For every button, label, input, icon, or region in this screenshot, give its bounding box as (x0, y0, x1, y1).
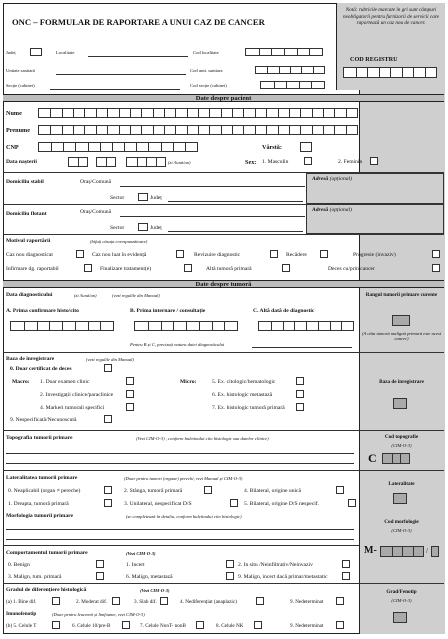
diagnostic-format-hint: (zi /lună/an) (74, 293, 97, 298)
motiv-checkbox[interactable] (76, 250, 84, 258)
motiv-item: Finalizare tratament(e) (100, 266, 152, 272)
macro-label: Macro: (12, 379, 30, 385)
motiv-item: Caz nou diagnosticat (6, 252, 53, 258)
birth-day-field[interactable] (68, 157, 88, 167)
judet-flotant-line[interactable] (168, 231, 303, 232)
gradul-checkbox[interactable] (256, 597, 264, 605)
imuno-item: 9. Nedeterminat (290, 623, 324, 629)
sex-masculin-label: 1. Masculin (262, 159, 289, 165)
lateralitate-item: 3. Unilateral, nespecificat D/S (124, 501, 192, 507)
adresa-flotant-text: Adresă (312, 207, 329, 213)
nume-field[interactable] (38, 108, 358, 118)
cod-morfologie-field[interactable] (380, 546, 424, 557)
judet-field[interactable] (30, 48, 42, 56)
sector-flotant-field[interactable] (138, 223, 148, 231)
oras-flotant-line[interactable] (120, 216, 305, 217)
oras-flotant-label: Oraș/Comună (80, 209, 112, 215)
rang-title: Rangul tumorii primare curente (365, 292, 438, 298)
baza-checkbox[interactable] (126, 377, 134, 385)
imuno-item: 6. Celule 10/pre-B (72, 623, 111, 629)
imuno-checkbox[interactable] (254, 621, 262, 629)
lateralitate-item: 2. Stânga, tumoră primară (124, 488, 183, 494)
unitate-label: Unitate sanitară (6, 68, 35, 73)
cod-unit-label: Cod unit. sanitara (190, 68, 223, 73)
comportament-checkbox[interactable] (342, 572, 350, 580)
grad-fenotip-field[interactable] (393, 612, 407, 623)
comportament-item: 3. Malign, tum. primară (8, 574, 62, 580)
diag-c-label: C. Altă dată de diagnostic (253, 308, 315, 314)
gradul-item: 4. Nediferențiat (anaplazic) (180, 599, 237, 605)
diag-note: Pentru B și C, precizați natura datei diagnosticului (130, 342, 225, 347)
imuno-label: Imunofenotip (6, 611, 37, 617)
sex-feminin-label: 2. Feminin (338, 159, 363, 165)
lateralitate-checkbox[interactable] (336, 486, 344, 494)
morfologia-line-1[interactable] (6, 529, 354, 530)
adresa-stabil-label (312, 177, 352, 183)
motiv-checkbox[interactable] (282, 264, 290, 272)
domiciliu-stabil-label: Domiciliu stabil (6, 179, 44, 185)
grad-fenotip-hint: (CIM-O-3) (391, 598, 412, 603)
motiv-item: Progresie (invaziv) (353, 252, 396, 258)
motiv-item: Infirmare dg. raportabil (6, 266, 59, 272)
adresa-stabil-text: Adresă (312, 176, 329, 182)
localitate-line[interactable] (88, 56, 188, 57)
motiv-item: Altă tumoră primară (206, 266, 252, 272)
comportament-item: 2. In situ /Neinfiltrativ/Neinvaziv (238, 562, 313, 568)
baza-o-checkbox[interactable] (104, 364, 112, 372)
oras-stabil-line[interactable] (120, 186, 305, 187)
baza-item: 6. Ex. histologic metastază (212, 392, 273, 398)
motiv-item: Caz nou luat în evidență (92, 252, 147, 258)
diag-a-label: A. Prima confirmare histo/cito (6, 308, 79, 314)
diagnostic-rule-hint: (vezi regulile din Manual) (112, 293, 160, 298)
sex-label: Sex: (245, 159, 257, 166)
baza-item: 5. Ex. citologic/hematologic (212, 379, 276, 385)
baza-nine-label: 9. Nespecificată/Necunoscută (10, 417, 77, 423)
sectie-line[interactable] (50, 89, 180, 90)
topografia-label: Topografia tumorii primare (6, 435, 73, 441)
sex-feminin-checkbox[interactable] (370, 157, 378, 165)
morfologia-hint: (se completează în detaliu, conform buletinului cito histologic) (126, 514, 242, 519)
sector-flotant-label: Sector (110, 225, 125, 231)
motiv-checkbox[interactable] (184, 264, 192, 272)
baza-hint: (vezi regulile din Manual) (86, 357, 134, 362)
cod-topografie-title: Cod topografie (384, 434, 419, 440)
baza-checkbox[interactable] (126, 390, 134, 398)
cod-localitate-label: Cod localitate (193, 50, 219, 55)
sector-stabil-label: Sector (110, 195, 125, 201)
cod-localitate-field[interactable] (245, 48, 323, 56)
topografia-line-2[interactable] (6, 463, 354, 464)
morfologia-line-2[interactable] (6, 539, 354, 540)
lateralitate-hint: (Doar pentru tumori (organe) perechi, vezi Manual și CIM-O-3) (124, 476, 243, 481)
motiv-checkbox[interactable] (432, 264, 440, 272)
varsta-label: Vârstă: (262, 144, 282, 151)
imuno-hint: (Doar pentru leucemii și limfoame, vezi CIM-O-3) (52, 612, 145, 617)
adresa-flotant-optional: (opțional) (329, 207, 352, 213)
birth-month-field[interactable] (96, 157, 116, 167)
comportament-item: 1. Incert (126, 562, 145, 568)
section-tumora: Date despre tumoră (3, 280, 444, 288)
baza-item: 4. Markeri tumorali specifici (40, 405, 105, 411)
topografia-hint: (Vezi CIM-O-3) , conform buletinului cito histologic sau datelor clinice) (136, 436, 269, 441)
grad-fenotip-title: Grad/Fenotip (386, 589, 417, 595)
baza-checkbox[interactable] (296, 390, 304, 398)
gradul-checkbox[interactable] (112, 597, 120, 605)
lateralitate-side-title: Lateralitate (388, 481, 415, 487)
lateralitate-checkbox[interactable] (104, 499, 112, 507)
lateralitate-item: 4. Bilateral, origine unică (244, 488, 302, 494)
imuno-checkbox[interactable] (52, 621, 60, 629)
varsta-field[interactable] (300, 142, 312, 152)
lateralitate-checkbox[interactable] (204, 486, 212, 494)
baza-checkbox[interactable] (296, 377, 304, 385)
judet-stabil-line[interactable] (168, 201, 303, 202)
data-diagnosticului-label: Data diagnosticului (6, 292, 53, 298)
baza-item: 1. Doar examen clinic (40, 379, 90, 385)
imuno-checkbox[interactable] (336, 621, 344, 629)
comportament-checkbox[interactable] (96, 560, 104, 568)
lateralitate-checkbox[interactable] (104, 486, 112, 494)
baza-side-field[interactable] (393, 398, 407, 409)
micro-label: Micro: (180, 379, 197, 385)
comportament-item: 0. Benign (8, 562, 30, 568)
topografia-line-1[interactable] (6, 453, 354, 454)
sector-stabil-field[interactable] (138, 193, 148, 201)
section-pacient: Date despre pacient (3, 94, 444, 102)
gradul-checkbox[interactable] (336, 597, 344, 605)
prenume-field[interactable] (38, 125, 358, 135)
motiv-checkbox[interactable] (270, 250, 278, 258)
lateralitate-item: 1. Dreapta, tumoră primară (8, 501, 69, 507)
divider (3, 234, 444, 235)
cnp-field[interactable] (38, 142, 198, 152)
lateralitate-checkbox[interactable] (230, 499, 238, 507)
form-title: ONC – FORMULAR DE RAPORTARE A UNUI CAZ DE CANCER (12, 17, 265, 27)
lateralitate-item: 5. Bilateral, origine D/S nespecif. (244, 501, 320, 507)
comportament-item: 9. Malign, incert dacă primar/metastatic (238, 574, 328, 580)
imuno-item: (b) 5. Celule T (6, 623, 37, 629)
cod-registru-label: COD REGISTRU (350, 56, 398, 63)
lateralitate-item: 0. Neaplicabil (organ ≠ pereche) (8, 488, 81, 494)
baza-o-label: 0. Doar certificat de deces (10, 366, 72, 372)
cod-topografie-field[interactable] (382, 453, 410, 464)
data-nasterii-label: Data nașterii (6, 159, 37, 165)
comportament-checkbox[interactable] (226, 560, 234, 568)
diag-note-line[interactable] (252, 347, 352, 348)
motiv-label: Motivul raportării (6, 238, 51, 244)
imuno-checkbox[interactable] (122, 621, 130, 629)
gradul-item: 9. Nedeterminat (290, 599, 324, 605)
cnp-label: CNP (6, 144, 19, 151)
motiv-item: Revizuire diagnostic (194, 252, 241, 258)
diag-a-date-field[interactable] (10, 321, 114, 331)
diag-c-date-field[interactable] (258, 321, 354, 331)
header-note: Notă: rubricile marcate în gri sunt câmpuri neobligatorii pentru furnizorii de servicii care raportează un caz nou de cancer. (343, 7, 439, 26)
birth-format-hint: (zi /lună/an) (168, 160, 191, 165)
comportament-hint: (Vezi CIM-O-3) (126, 551, 156, 556)
adresa-flotant-label (312, 208, 352, 214)
motiv-checkbox[interactable] (176, 250, 184, 258)
nume-label: Nume (6, 110, 22, 117)
motiv-checkbox[interactable] (432, 250, 440, 258)
motiv-checkbox[interactable] (84, 264, 92, 272)
comportament-checkbox[interactable] (226, 572, 234, 580)
imuno-item: 8. Celule NK (216, 623, 244, 629)
topografie-c-prefix: C (368, 451, 377, 465)
comportament-checkbox[interactable] (96, 572, 104, 580)
divider (3, 583, 444, 584)
localitate-label: Localitate (56, 50, 75, 55)
cod-sectie-label: Cod secție (cabinet) (190, 83, 227, 88)
imuno-item: 7. Celule NonT- nonB (140, 623, 186, 629)
imuno-checkbox[interactable] (196, 621, 204, 629)
gradul-hint: (Vezi CIM-O-3) (140, 588, 170, 593)
comportament-checkbox[interactable] (342, 560, 350, 568)
divider (3, 470, 444, 471)
unitate-line[interactable] (56, 74, 186, 75)
comportament-item: 6. Malign, metastază (126, 574, 173, 580)
cod-sectie-field[interactable] (260, 81, 325, 89)
divider (3, 352, 444, 353)
cod-comportament-field[interactable] (431, 546, 439, 557)
cod-registru-field[interactable] (343, 67, 437, 78)
prenume-label: Prenume (6, 127, 30, 134)
comportament-label: Comportamentul tumorii primare (6, 550, 88, 556)
morfologia-label: Morfologia tumorii primare (6, 513, 74, 519)
gradul-checkbox[interactable] (52, 597, 60, 605)
rang-note: (A câta tumoră malignă primară este acest cancer) (361, 331, 442, 342)
baza-item: 7. Ex. histologic tumoră primară (212, 405, 285, 411)
baza-nine-checkbox[interactable] (104, 415, 112, 423)
rang-field[interactable] (392, 315, 410, 326)
gradul-item: 2. Moderat dif. (76, 599, 108, 605)
oras-stabil-label: Oraș/Comună (80, 179, 112, 185)
cod-topografie-hint: (CIM-O-3) (391, 443, 412, 448)
gradul-label: Gradul de diferențiere histologică (6, 587, 87, 593)
lateralitate-checkbox[interactable] (348, 499, 356, 507)
diag-b-label: B. Prima internare / consultație (130, 308, 206, 314)
motiv-item: Deces cu/prin cancer (328, 266, 375, 272)
divider (3, 545, 359, 546)
cod-morfologie-hint: (CIM-O-3) (391, 528, 412, 533)
lateralitate-label: Lateralitatea tumorii primare (6, 475, 78, 481)
cod-unit-field[interactable] (255, 66, 325, 74)
judet-stabil-label: Județ (150, 195, 162, 201)
divider (3, 430, 444, 431)
morfologie-slash: / (426, 547, 428, 555)
baza-label: Baza de înregistrare (6, 356, 55, 362)
morfologie-m-prefix: M- (364, 545, 377, 556)
domiciliu-flotant-label: Domiciliu flotant (6, 211, 47, 217)
diag-b-date-field[interactable] (134, 321, 238, 331)
cod-morfologie-title: Cod morfologie (384, 519, 419, 525)
gradul-checkbox[interactable] (160, 597, 168, 605)
lateralitate-side-field[interactable] (393, 493, 407, 504)
motiv-checkbox[interactable] (320, 250, 328, 258)
sex-masculin-checkbox[interactable] (304, 157, 312, 165)
motiv-hint: (bifați căsuța corespunzătoare) (90, 239, 148, 244)
baza-checkbox[interactable] (296, 403, 304, 411)
judet-flotant-label: Județ (150, 225, 162, 231)
baza-side-title: Baza de înregistrare (379, 379, 424, 385)
motiv-item: Recădere (286, 252, 307, 258)
judet-label: Județ (6, 50, 16, 55)
gradul-item: 3. Slab dif. (134, 599, 157, 605)
adresa-stabil-optional: (opțional) (329, 176, 352, 182)
birth-year-field[interactable] (126, 157, 166, 167)
baza-item: 2. Investigații clinice/paraclinice (40, 392, 114, 398)
gradul-item: (a) 1. Bine dif. (6, 599, 37, 605)
sectie-label: Secție (cabinet) (6, 83, 35, 88)
baza-checkbox[interactable] (126, 403, 134, 411)
